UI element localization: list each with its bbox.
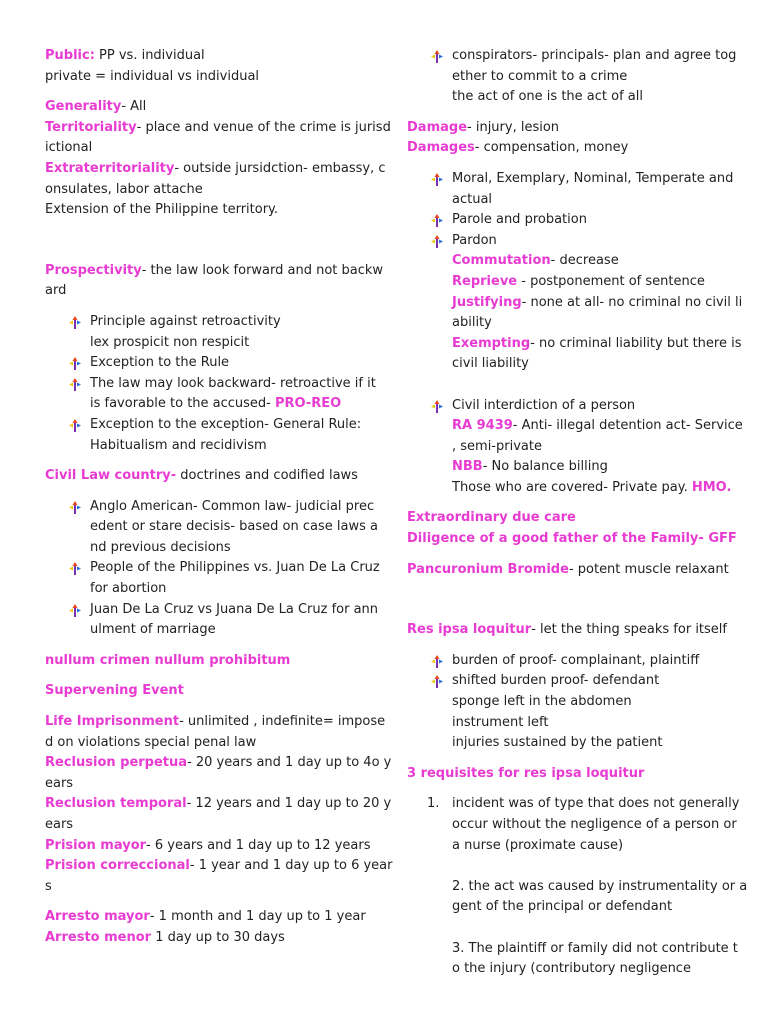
bullet-icon (69, 419, 81, 432)
list-item: People of the Philippines vs. Juan De La Cruz for abortion (45, 558, 363, 599)
bullet-icon (431, 675, 443, 688)
list-item: conspirators- principals- plan and agree tog ether to commit to a crime the act of one is the act of all (407, 46, 725, 108)
bullet-icon (69, 378, 81, 391)
pancuronium-line: Pancuronium Bromide- potent muscle relaxant (407, 561, 729, 577)
list-item: Juan De La Cruz vs Juana De La Cruz for ann ulment of marriage (45, 600, 363, 641)
conspirators-list (407, 46, 737, 108)
extraterritoriality-line: Extraterritoriality- outside jursidction- embassy, c (45, 160, 386, 176)
list-item: Principle against retroactivity lex prospicit non respicit (45, 312, 363, 353)
private-line: private = individual vs individual (45, 68, 260, 84)
requisites-list (407, 794, 748, 979)
diligence-heading: Diligence of a good father of the Family- GFF (407, 531, 737, 547)
pro-reo-term: PRO-REO (275, 396, 342, 412)
extraordinary-heading: Extraordinary due care (407, 510, 576, 526)
bullet-icon (431, 400, 443, 413)
list-item: Exception to the Rule (45, 353, 363, 374)
list-item: burden of proof- complainant, plaintiff (407, 651, 725, 672)
prospectivity-cont: ard (45, 283, 67, 299)
civil-law-line: Civil Law country- doctrines and codified laws (45, 468, 358, 484)
reclusion-temporal-line: Reclusion temporal- 12 years and 1 day up to 20 y (45, 796, 392, 812)
public-line: Public: PP vs. individual (45, 48, 205, 63)
list-item: Anglo American- Common law- judicial prec edent or stare decisis- based on case laws a nd previous decisions (45, 497, 363, 559)
requisites-heading: 3 requisites for res ipsa loquitur (407, 765, 645, 781)
res-ipsa-line: Res ipsa loquitur- let the thing speaks for itself (407, 622, 727, 638)
bullet-icon (431, 173, 443, 186)
res-ipsa-list (407, 651, 725, 754)
damage-line: Damage- injury, lesion (407, 119, 560, 135)
supervening-heading: Supervening Event (45, 683, 184, 699)
generality-line: Generality- All (45, 99, 147, 115)
list-item: Pardon Commutation- decrease Reprieve - postponement of sentence Justifying- none at all- no criminal no civil li ability Exempting- no criminal liability but there is civil liability (407, 231, 725, 396)
territoriality-cont: ictional (45, 140, 93, 156)
prision-mayor-line: Prision mayor- 6 years and 1 day up to 12 years (45, 837, 371, 853)
extension-line: Extension of the Philippine territory. (45, 202, 279, 218)
bullet-icon (69, 501, 81, 514)
extraterritoriality-cont: onsulates, labor attache (45, 181, 203, 197)
bullet-icon (431, 235, 443, 248)
life-imprisonment-line: Life Imprisonment- unlimited , indefinite= impose (45, 714, 386, 730)
list-item: Parole and probation (407, 210, 725, 231)
bullet-icon (431, 50, 443, 63)
bullet-icon (431, 214, 443, 227)
bullet-icon (69, 562, 81, 575)
right-column (407, 46, 748, 980)
left-column: Public: PP vs. individual private = individual vs individual Generality- All Territoriality- place and venue of the crime is jurisd ictional Extraterritoriality- outside jursidction- embassy, c onsulates, labor attache Extension of the Philippine territory. Prospectivity- the law look forward and not backw ard Principle against retroactivity lex prospicit non respicit Exception to the Rule The law may look backward- retroactive if it is favorable to the accused- PRO-REO Exception to the exception- General Rule: Habitualism and recidivism Civil Law country- doctrines and codified laws Anglo American- Common law- judicial prec edent or stare decisis- based on case laws a nd previous decisions People of the Philippines vs. Juan De La Cruz for abortion Juan De La Cruz vs Juana De La Cruz for ann ulment of marriage nullum crimen nullum prohibitum Supervening Event Life Imprisonment- unlimited , indefinite= impose d on violations special penal law Reclusion perpetua- 20 years and 1 day up to 4o y ears Reclusion temporal- 12 years and 1 day up to 20 y ears Prision mayor- 6 years and 1 day up to 12 years Prision correccional- 1 year and 1 day up to 6 year s Arresto mayor- 1 month and 1 day up to 1 year Arresto menor 1 day up to 30 days (45, 46, 363, 949)
arresto-mayor-line: Arresto mayor- 1 month and 1 day up to 1 year (45, 909, 366, 925)
list-item: The law may look backward- retroactive if it is favorable to the accused- PRO-REO (45, 374, 363, 415)
prospectivity-line: Prospectivity- the law look forward and not backw (45, 262, 384, 278)
bullet-icon (69, 316, 81, 329)
arresto-menor-line: Arresto menor 1 day up to 30 days (45, 929, 285, 945)
nullum-heading: nullum crimen nullum prohibitum (45, 652, 291, 668)
list-item: shifted burden proof- defendant sponge left in the abdomen instrument left injuries sustained by the patient (407, 671, 725, 753)
list-number: 1. (427, 796, 440, 812)
territoriality-line: Territoriality- place and venue of the crime is jurisd (45, 119, 391, 135)
bullet-icon (69, 604, 81, 617)
reclusion-perpetua-line: Reclusion perpetua- 20 years and 1 day up to 4o y (45, 755, 392, 771)
list-item: 1. incident was of type that does not generally occur without the negligence of a person or a nurse (proximate cause) 2. the act was caused by instrumentality or a gent of the principal or defendant 3. The plaintiff or family did not contribute t o the injury (contributory negligence (427, 796, 748, 977)
list-item: Civil interdiction of a person RA 9439- Anti- illegal detention act- Service , semi-private NBB- No balance billing Those who are covered- Private pay. HMO. (407, 396, 725, 499)
damages-list (407, 169, 743, 499)
bullet-icon (69, 357, 81, 370)
damages-line: Damages- compensation, money (407, 140, 629, 156)
civil-law-list (45, 497, 380, 641)
prision-correccional-line: Prision correccional- 1 year and 1 day up to 6 year (45, 858, 393, 874)
prospectivity-list (45, 312, 376, 456)
list-item: Moral, Exemplary, Nominal, Temperate and actual (407, 169, 725, 210)
bullet-icon (431, 655, 443, 668)
list-item: Exception to the exception- General Rule: Habitualism and recidivism (45, 415, 363, 456)
